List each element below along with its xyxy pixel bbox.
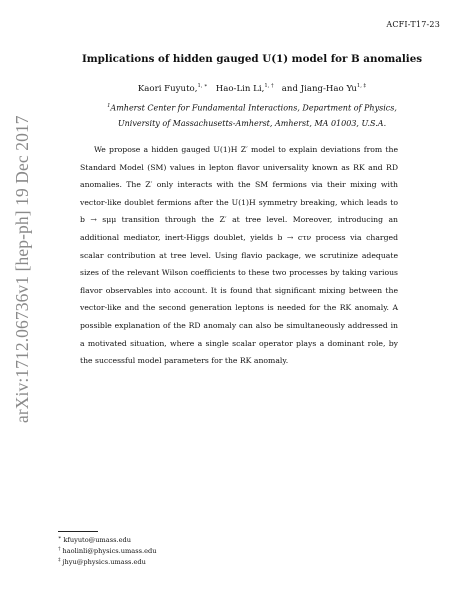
footnote-rule	[58, 531, 98, 532]
footnote-text: jhyu@physics.umass.edu	[62, 558, 146, 567]
footnote-text: kfuyuto@umass.edu	[63, 536, 131, 545]
author-name: Kaori Fuyuto,	[137, 83, 198, 94]
affiliation-mark: 1	[107, 103, 111, 109]
abstract: We propose a hidden gauged U(1)H Z′ model to explain deviations from the Standard Model (SM) values in lepton flavor universality known as RK and RD anomalies. The Z′ only interacts with the SM fermions via their mixing with vector-like doublet fermions after the U(1)H symmetry breaking, which leads to b → sμμ transition through the Z′ at tree level. Moreover, introducing an additional mediator, inert-Higgs doublet, yields b → cτν process via charged scalar contribution at tree level. Using flavio package, we scrutinize adequate sizes of the relevant Wilson coefficients to these two processes by taking various flavor observables into account. It is found that significant mixing between the vector-like and the second generation leptons is needed for the RK anomaly. A possible explanation of the RD anomaly can also be simultaneously addressed in a motivated situation, where a single scalar operator plays a dominant role, by the successful model parameters for the RK anomaly.	[80, 145, 398, 366]
footnote-email	[58, 546, 156, 555]
author-name: and Jiang-Hao Yu	[281, 83, 357, 94]
report-number: ACFI-T17-23	[386, 20, 440, 29]
paper-title: Implications of hidden gauged U(1) model for B anomalies	[81, 53, 423, 65]
author-name: Hao-Lin Li,	[215, 83, 265, 94]
footnote-mark: †	[58, 546, 61, 552]
author-mark: 1, ∗	[197, 83, 208, 89]
footnote-text: haolinli@physics.umass.edu	[62, 547, 157, 556]
affiliation-line-2: University of Massachusetts-Amherst, Amherst, MA 01003, U.S.A.	[117, 118, 387, 128]
author-mark: 1, ‡	[356, 83, 367, 89]
arxiv-watermark: arXiv:1712.06736v1 [hep-ph] 19 Dec 2017	[12, 115, 32, 423]
author-mark: 1, †	[264, 83, 274, 89]
affiliation-text: Amherst Center for Fundamental Interactions, Department of Physics,	[110, 103, 397, 113]
footnote-mark: ∗	[58, 535, 62, 541]
affiliation-line-1	[60, 99, 444, 116]
affiliation	[60, 99, 444, 131]
footnote-email	[58, 535, 131, 544]
author-list	[60, 83, 444, 94]
footnote-email	[58, 557, 146, 566]
footnote-mark: ‡	[58, 557, 61, 563]
